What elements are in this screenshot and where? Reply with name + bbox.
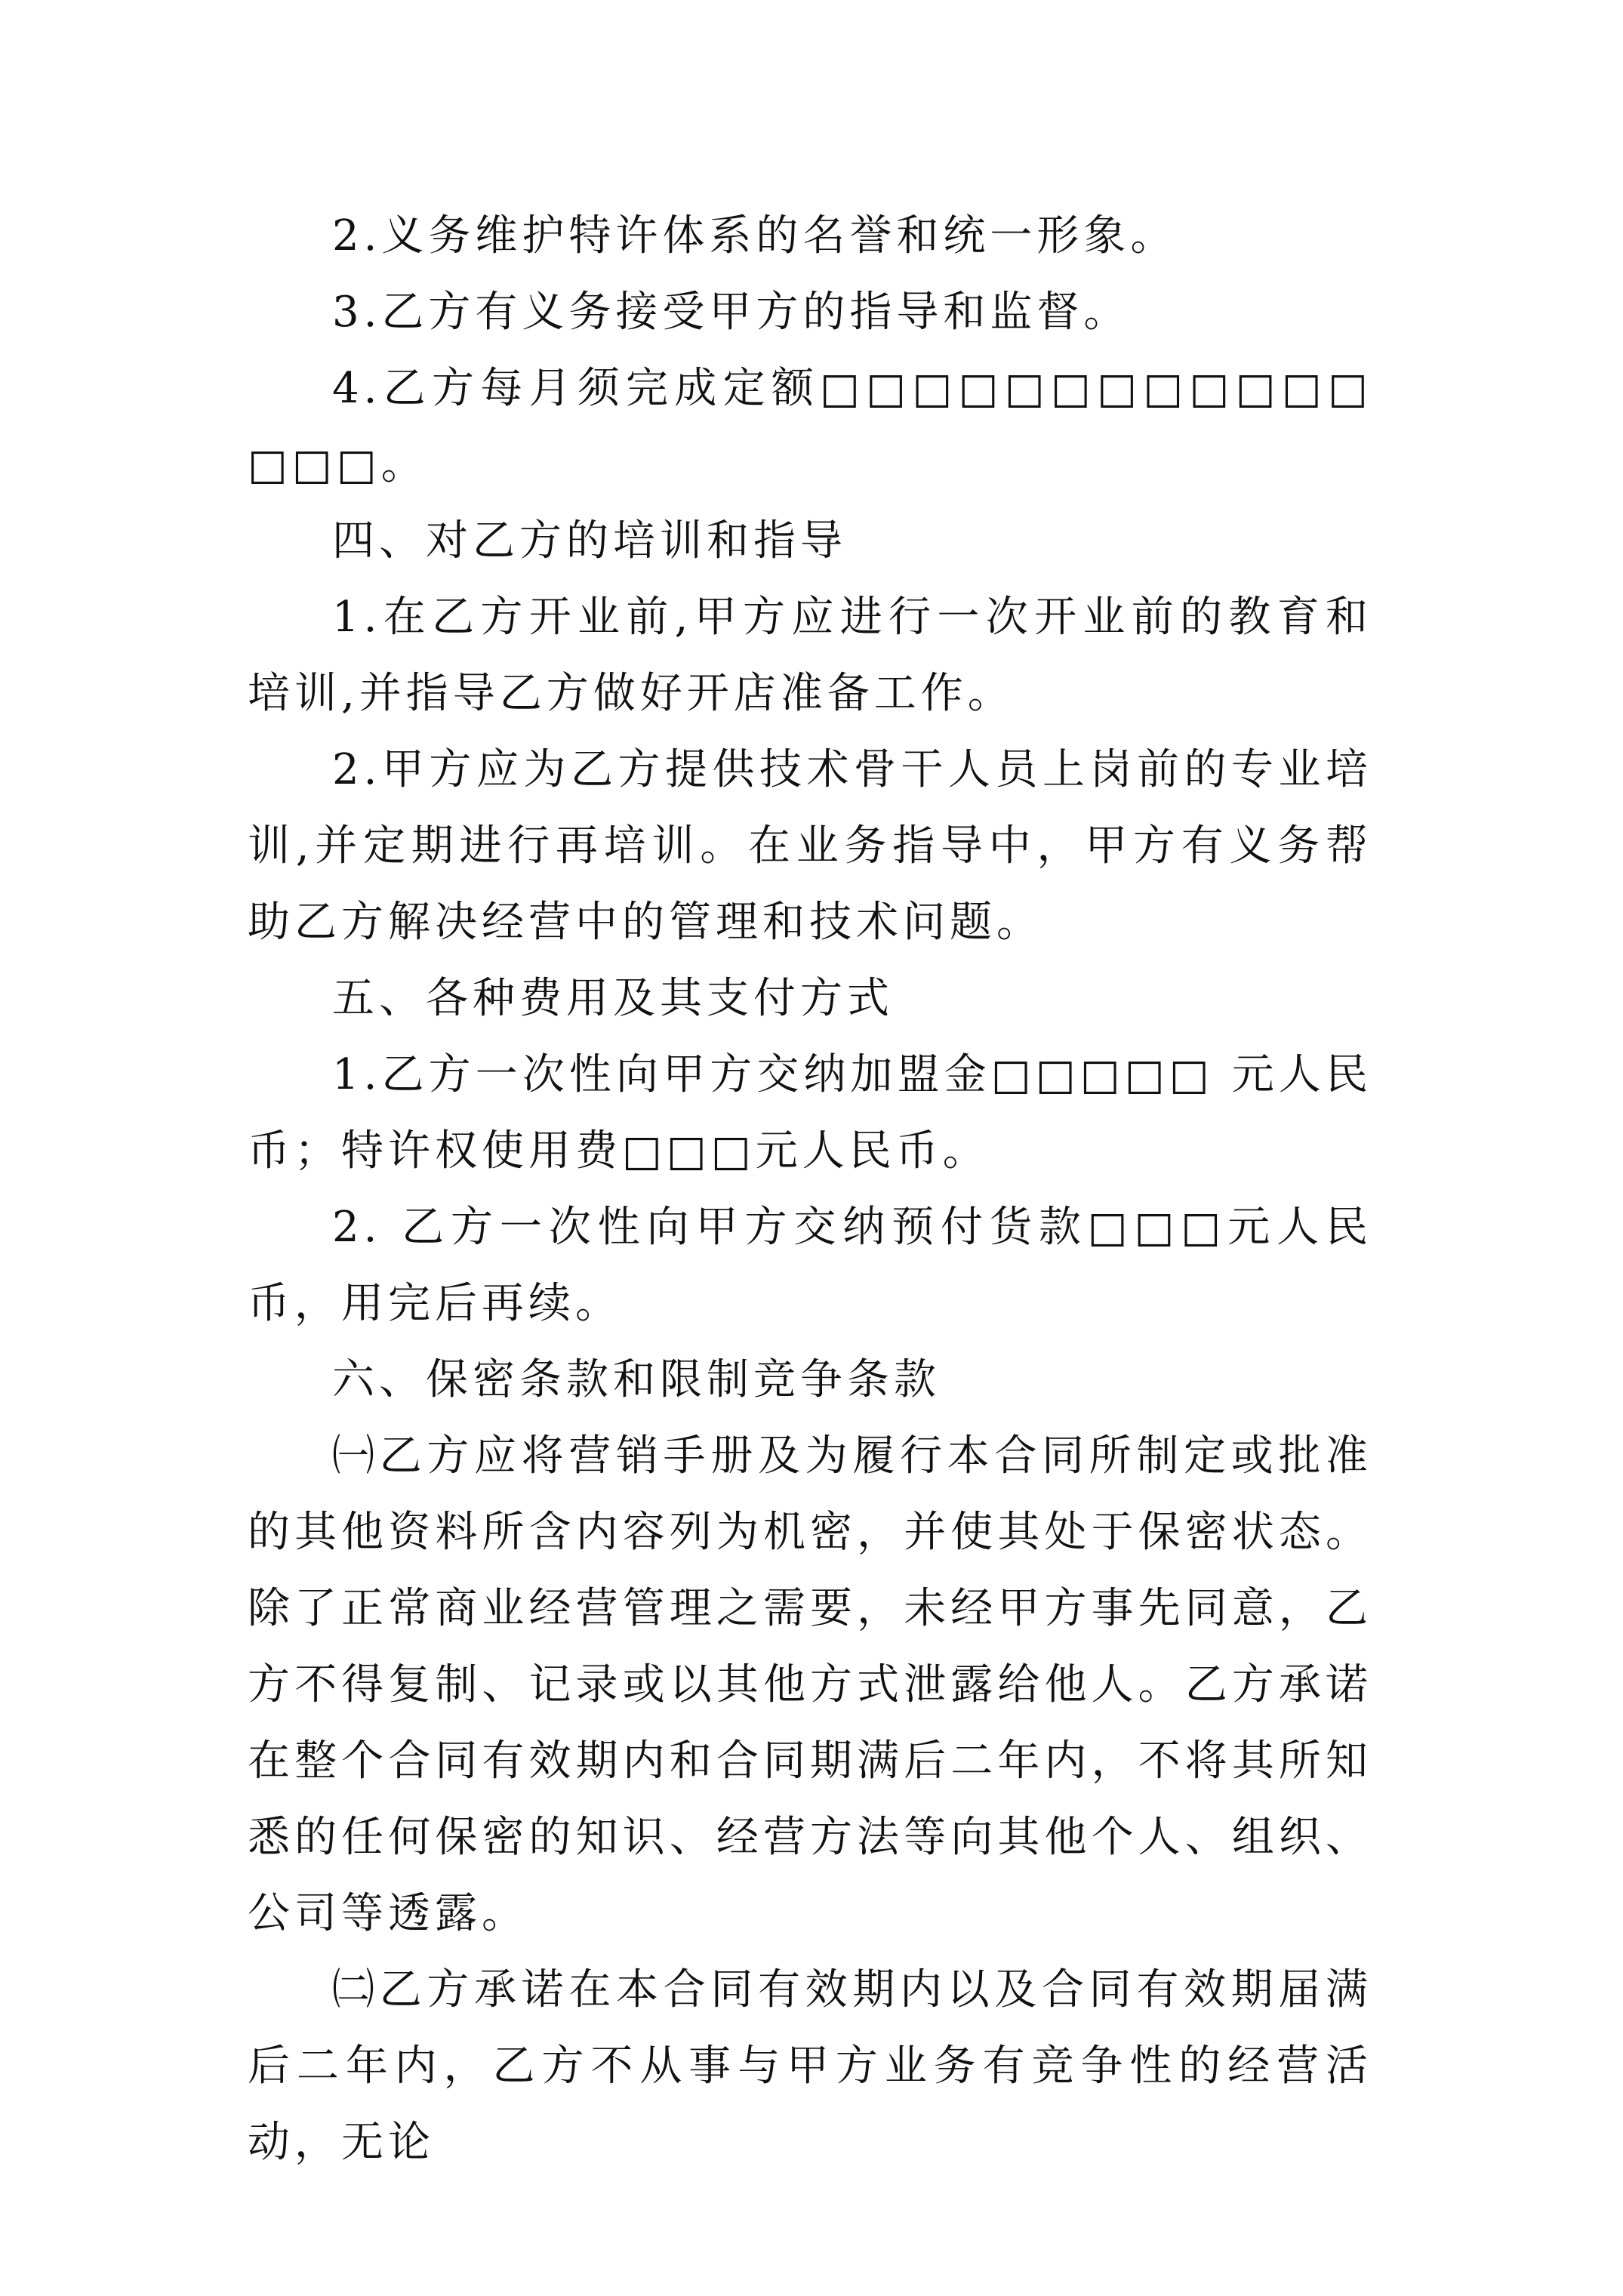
- document-body: [248, 198, 1372, 2180]
- paragraph-fees-2: 2. 乙方一次性向甲方交纳预付货款□□□元人民币，用完后再续。: [248, 1203, 1372, 1328]
- paragraph-confidentiality-1: ㈠乙方应将营销手册及为履行本合同所制定或批准的其他资料所含内容列为机密，并使其处于保密状态。除了正常商业经营管理之需要，未经甲方事先同意，乙方不得复制、记录或以其他方式泄露给他人。乙方承诺在整个合同有效期内和合同期满后二年内，不将其所知悉的任何保密的知识、经营方法等向其他个人、组织、公司等透露。: [248, 1432, 1372, 1938]
- paragraph-obligation-3: 3.乙方有义务接受甲方的指导和监督。: [332, 288, 1131, 337]
- section-heading-confidentiality: 六、保密条款和限制竞争条款: [332, 1355, 941, 1404]
- paragraph-obligation-4: 4.乙方每月须完成定额□□□□□□□□□□□□□□□。: [248, 364, 1372, 489]
- paragraph-training-2: 2.甲方应为乙方提供技术骨干人员上岗前的专业培训,并定期进行再培训。在业务指导中，甲方有义务帮助乙方解决经营中的管理和技术问题。: [248, 745, 1372, 947]
- paragraph-training-1: 1.在乙方开业前,甲方应进行一次开业前的教育和培训,并指导乙方做好开店准备工作。: [248, 593, 1372, 718]
- paragraph-obligation-2: 2.义务维护特许体系的名誉和统一形象。: [332, 211, 1178, 260]
- paragraph-fees-1: 1.乙方一次性向甲方交纳加盟金□□□□□ 元人民币；特许权使用费□□□元人民币。: [248, 1050, 1372, 1176]
- paragraph-confidentiality-2: ㈡乙方承诺在本合同有效期内以及合同有效期届满后二年内，乙方不从事与甲方业务有竞争性的经营活动，无论: [248, 1965, 1372, 2167]
- section-heading-fees: 五、各种费用及其支付方式: [332, 974, 894, 1023]
- section-heading-training: 四、对乙方的培训和指导: [332, 516, 847, 566]
